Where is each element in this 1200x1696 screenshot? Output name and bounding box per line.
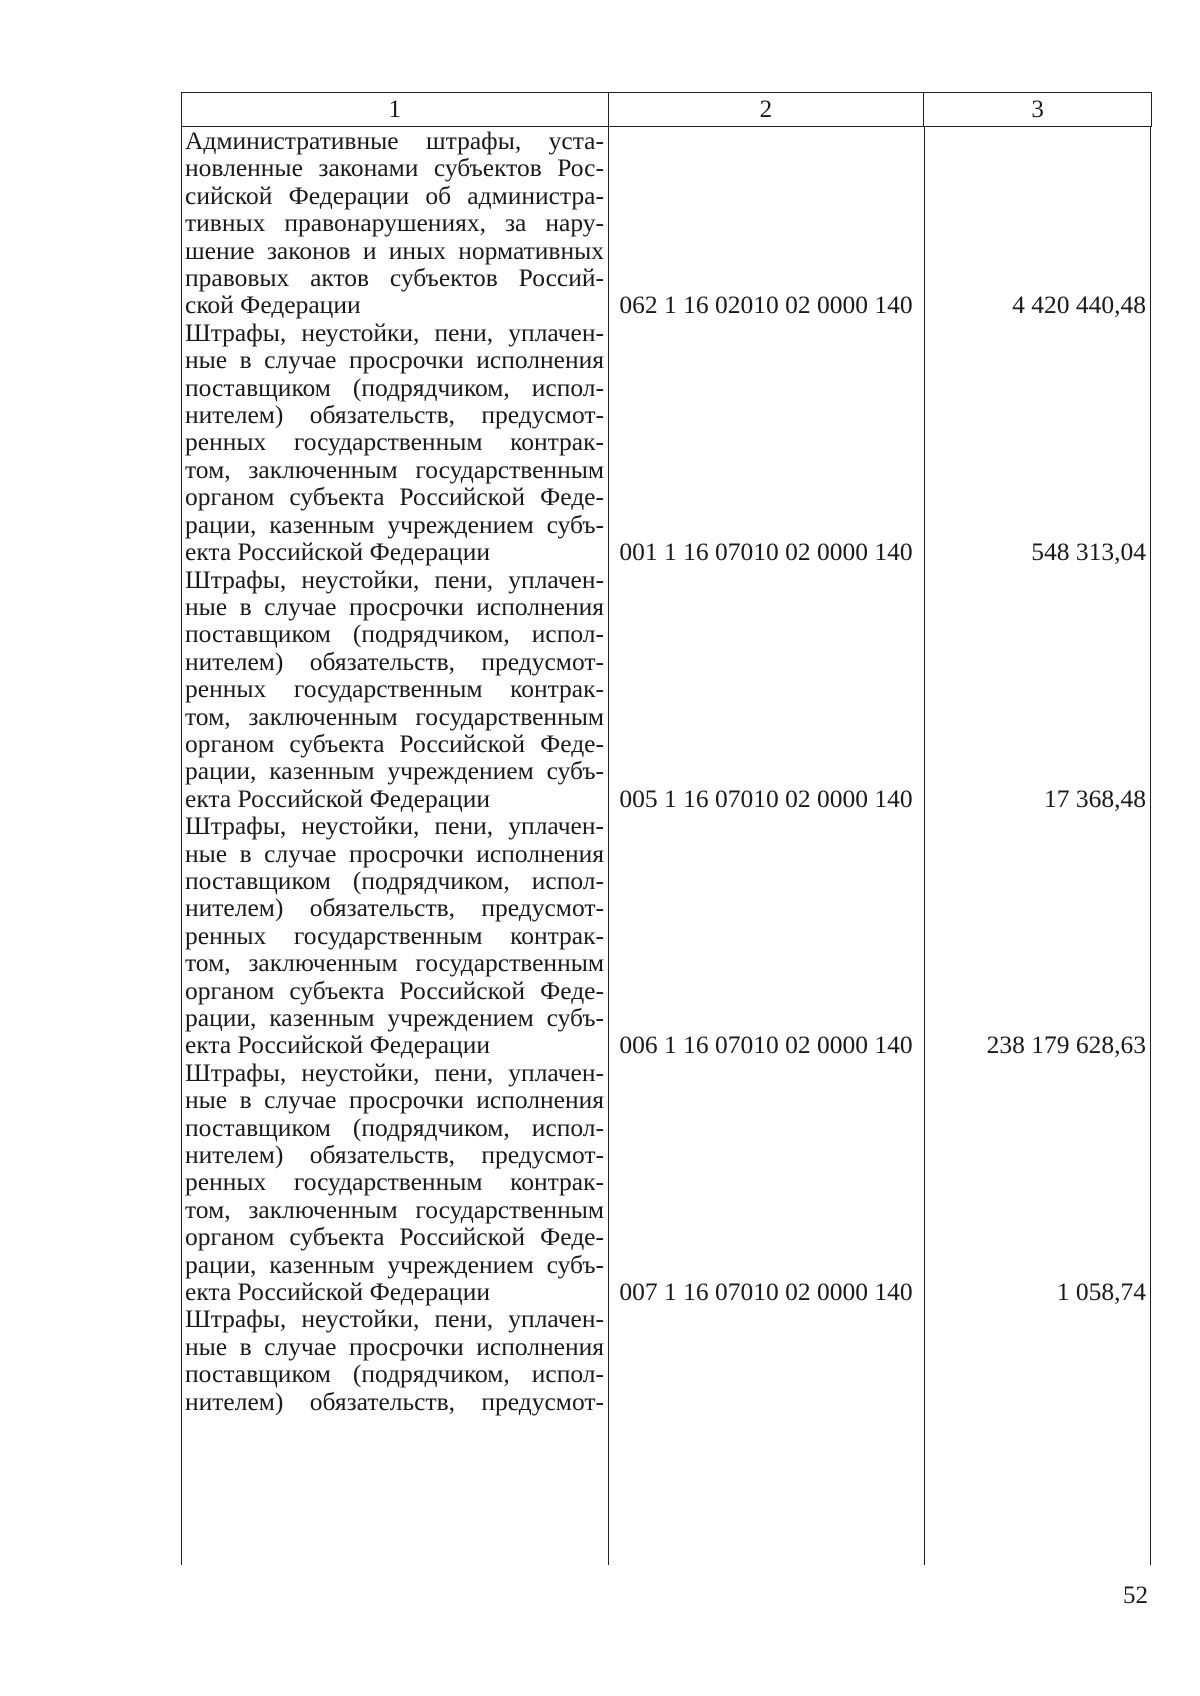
- row-description: [181, 1305, 608, 1415]
- row-amount: 4 420 440,48: [1012, 290, 1146, 320]
- header-col-1: 1: [182, 93, 609, 126]
- description-line: новленные законами субъектов Рос-: [185, 153, 604, 183]
- row-budget-code: 007 1 16 07010 02 0000 140: [619, 1277, 913, 1307]
- description-line: екта Российской Федерации: [185, 537, 490, 567]
- table-row: [181, 127, 1152, 319]
- table-row: [181, 319, 1152, 566]
- description-line: екта Российской Федерации: [185, 1030, 490, 1060]
- description-line: Административные штрафы, уста-: [185, 126, 604, 155]
- budget-table: [181, 92, 1152, 1565]
- table-row: [181, 1059, 1152, 1306]
- description-line: ской Федерации: [185, 290, 361, 320]
- description-line: нителем) обязательств, предусмот-: [185, 400, 604, 430]
- table-rows: [181, 127, 1152, 1415]
- description-line: ренных государственным контрак-: [185, 674, 604, 704]
- description-line: ренных государственным контрак-: [185, 427, 604, 457]
- description-line: поставщиком (подрядчиком, испол-: [185, 372, 604, 402]
- description-line: Штрафы, неустойки, пени, уплачен-: [185, 564, 604, 594]
- description-line: том, заключенным государственным: [185, 701, 604, 731]
- description-line: рации, казенным учреждением субъ-: [185, 756, 604, 786]
- description-line: Штрафы, неустойки, пени, уплачен-: [185, 811, 604, 841]
- description-line: том, заключенным государственным: [185, 948, 604, 978]
- description-line: рации, казенным учреждением субъ-: [185, 509, 604, 539]
- description-line: том, заключенным государственным: [185, 1194, 604, 1224]
- row-amount: 17 368,48: [1044, 783, 1146, 813]
- description-line: нителем) обязательств, предусмот-: [185, 893, 604, 923]
- row-amount: 1 058,74: [1056, 1277, 1146, 1307]
- description-line: екта Российской Федерации: [185, 783, 490, 813]
- row-description: [181, 1059, 608, 1306]
- description-line: сийской Федерации об администра-: [185, 180, 604, 210]
- description-line: поставщиком (подрядчиком, испол-: [185, 1359, 604, 1389]
- description-line: органом субъекта Российской Феде-: [185, 975, 604, 1005]
- description-line: ные в случае просрочки исполнения: [185, 1331, 604, 1361]
- row-amount: 548 313,04: [1031, 537, 1146, 567]
- description-line: рации, казенным учреждением субъ-: [185, 1249, 604, 1279]
- description-line: екта Российской Федерации: [185, 1277, 490, 1307]
- row-description: [181, 127, 608, 319]
- description-line: нителем) обязательств, предусмот-: [185, 1386, 604, 1416]
- description-line: ные в случае просрочки исполнения: [185, 591, 604, 621]
- description-line: шение законов и иных нормативных: [185, 235, 604, 265]
- description-line: нителем) обязательств, предусмот-: [185, 1140, 604, 1170]
- row-budget-code: 062 1 16 02010 02 0000 140: [619, 290, 913, 320]
- description-line: ренных государственным контрак-: [185, 1167, 604, 1197]
- row-description: [181, 319, 608, 566]
- header-col-2: 2: [609, 93, 925, 126]
- table-row: [181, 1305, 1152, 1415]
- row-description: [181, 812, 608, 1059]
- row-amount: 238 179 628,63: [986, 1030, 1146, 1060]
- row-budget-code: 005 1 16 07010 02 0000 140: [619, 783, 913, 813]
- description-line: рации, казенным учреждением субъ-: [185, 1003, 604, 1032]
- description-line: тивных правонарушениях, за нару-: [185, 208, 604, 238]
- description-line: правовых актов субъектов Россий-: [185, 263, 604, 293]
- table-row: [181, 566, 1152, 813]
- description-line: поставщиком (подрядчиком, испол-: [185, 1112, 604, 1142]
- description-line: ренных государственным контрак-: [185, 920, 604, 950]
- page-number: 52: [1123, 1582, 1148, 1609]
- description-line: поставщиком (подрядчиком, испол-: [185, 865, 604, 895]
- description-line: органом субъекта Российской Феде-: [185, 728, 604, 758]
- description-line: поставщиком (подрядчиком, испол-: [185, 619, 604, 649]
- description-line: Штрафы, неустойки, пени, уплачен-: [185, 317, 604, 347]
- description-line: ные в случае просрочки исполнения: [185, 1085, 604, 1115]
- header-col-3: 3: [924, 93, 1152, 126]
- table-body: [181, 127, 1152, 1565]
- description-line: нителем) обязательств, предусмот-: [185, 646, 604, 676]
- description-line: том, заключенным государственным: [185, 454, 604, 484]
- table-header-row: [181, 92, 1152, 127]
- row-budget-code: 006 1 16 07010 02 0000 140: [619, 1030, 913, 1060]
- table-row: [181, 812, 1152, 1059]
- description-line: ные в случае просрочки исполнения: [185, 838, 604, 868]
- description-line: Штрафы, неустойки, пени, уплачен-: [185, 1057, 604, 1087]
- row-budget-code: 001 1 16 07010 02 0000 140: [619, 537, 913, 567]
- description-line: органом субъекта Российской Феде-: [185, 482, 604, 512]
- row-description: [181, 566, 608, 813]
- description-line: органом субъекта Российской Феде-: [185, 1222, 604, 1252]
- description-line: ные в случае просрочки исполнения: [185, 345, 604, 375]
- description-line: Штрафы, неустойки, пени, уплачен-: [185, 1304, 604, 1334]
